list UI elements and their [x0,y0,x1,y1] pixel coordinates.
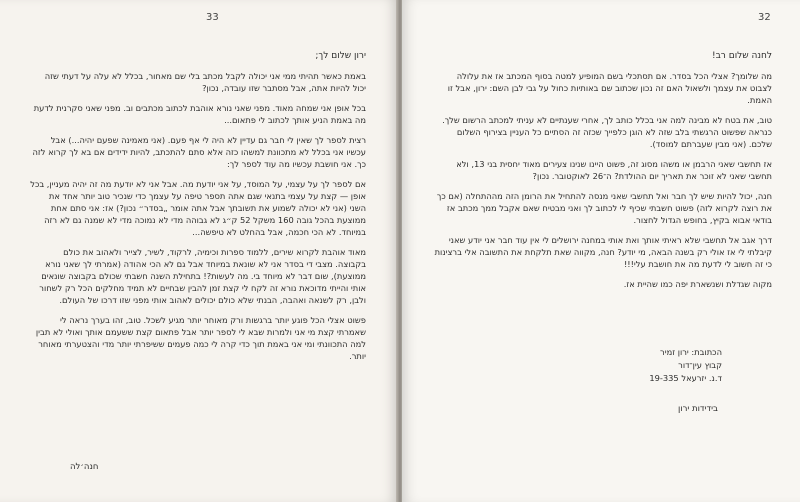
address-line: ירון זמיר [660,347,689,357]
page-number: 33 [206,12,219,23]
page-number: 32 [758,12,771,23]
paragraph: חנה, יכול להיות שיש לך חבר ואל תחשבי שאני מנסה להתחיל את הרומן הזה מההתחלה (אם כך את רוצה לקרוא לזה) פשוט חשבתי שכיף לי לכתוב לך ואני מבטיח שאם אקבל ממך מכתב אז בודאי אבוא בקיץ, בחופש הגדול לחצור. [436,191,772,225]
signature: בידידות ירון [678,404,718,414]
paragraph: טוב, את בטח לא מבינה למה אני בכלל כותב לך, אחרי שענתיים לא עניתי למכתב הרשום שלך. כנראה שפשוט הרגשתי בלב שזה לא הוגן כלפייך שכזה זה הסתיים כל העניין בצירוף השלום שלכם. (אני מבין שעברתם למוסד). [442,115,772,149]
paragraph: אם לספר לך על עצמי, על המוסד, על אני יודעת מה. אבל אני לא יודעת מה זה יהיה מעניין, בכל אופן — קצת על עצמי בתנאי שגם אתה תספר טיפה על עצמך כדי שנכיר טוב יותר אחד את השני (אני לא יכולה לשמוע את תשובתך אבל אתה אומר „בסדר״ נכון?) אז: אני סתם אחת ממוצעת בהכל גובה 160 משקל 52 ק״ג לא גבוהה מדי לא נמוכה מדי לא שמנה גם לא רזה במיוחד. לא הכי חכמה, אבל בהחלט לא טיפשה... [30,179,366,237]
letter-greeting: ירון שלום לך; [315,51,366,61]
letter-text [30,50,366,370]
paragraph: באמת כאשר תהיתי ממי אני יכולה לקבל מכתב בלי שם מאחור, בכלל לא עלה על דעתי שזה יכול להיות אתה, אבל מסתבר שזו עובדה, נכון? [44,71,366,93]
paragraph: מה שלומך? אצלי הכל בסדר. אם תסתכלי בשם המופיע למטה בסוף המכתב אז את עלולה לצבוט את עצמך ולשאול האם זה נכון שכתוב שם באותיות כחול על גבי לבן השם: ירון, אבל זו האמת. [447,71,772,105]
paragraph: מקוה שגדלת ושנשארת יפה כמו שהיית אז. [623,279,772,289]
address-line: ד.נ. יזרעאל 19-335 [649,373,722,383]
paragraph: מאוד אוהבת לקרוא שירים, ללמוד ספרות וכימיה, לרקוד, לשיר, לצייר ולאהוב את כולם בקבוצה. מצבי די בסדר אני לא שונאת במיוחד אבל גם לא הכי אהודה (אמרתי לך שאני נורא ממוצעת), שום דבר לא מיוחד בי. מה לעשות?! בתחילת השנה חשבתי שכולם בקבוצה שונאים אותי והייתי מדוכאת נורא זה לקח לי קצת זמן להבין שבחיים לא תמיד מחלקים הכל רק לשחור ולבן, רק לשנאה ואהבה, הבנתי שלא כולם יכולים לאהוב אותי מפני שזו דרכו של העולם. [39,247,366,305]
return-address [522,346,722,385]
paragraph: רצית לספר לך שאין לי חבר גם עדיין לא היה לי אף פעם. (אני מאמינה שפעם יהיה...) אבל עכשיו אני בכלל לא מתכוונת למשהו כזה אלא סתם להתכתב, להיות ידידים אם בא לך קרוא לזה כך. אני חושבת עכשיו מה עוד לספר לך: [32,135,366,169]
paragraph: אז תחשבי שאני הרבמן או משהו מסוג זה, פשוט היינו שנינו צעירים מאוד יחסית בני 13, ולא תחשבי שאני לא זוכר את תאריך יום ההולדת? ה־26 לאוקטובר. נכון? [456,159,772,181]
letter-greeting: לחנה שלום רב! [711,51,772,61]
paragraph: פשוט אצלי הכל פוגע יותר ברגשות ורק מאוחר יותר מגיע לשכל. טוב, זהו בערך נראה לי שאמרתי קצת מי אני ולמרות שבא לי לספר יותר אבל פתאום קצת ששעמם אותך ואולי לא תבין למה התכוונתי ומי אני באמת תוך כדי קרה לי כמה פעמים ששיפרתי יותר מדי והצטערתי מאוחר יותר. [35,315,366,361]
paragraph: דרך אגב אל תחשבי שלא ראיתי אותך ואת אותי במחנה ירושלים לי אין עוד חבר אני יודע שאני קיבלתי לי אז אולי רק בשנה הבאה, מי יודע? חנה, מקווה שאת תלקחת את התשובה אלי ברצינות כי זה חשוב לי לדעת מה את חושבת עלי!!! [434,235,772,269]
paragraph: בכל אופן אני שמחה מאוד. מפני שאני נורא אוהבת לכתוב מכתבים וב. מפני שאני סקרנית לדעת מה באמת הניע אותך לכתוב לי פתאום... [33,103,366,125]
signature: חנה׳לה [70,462,99,472]
address-label: הכתובת: [691,347,722,357]
address-line: קבוץ עין־דור [678,360,722,370]
letter-text [434,50,772,298]
left-page [0,0,398,502]
right-page [402,0,800,502]
